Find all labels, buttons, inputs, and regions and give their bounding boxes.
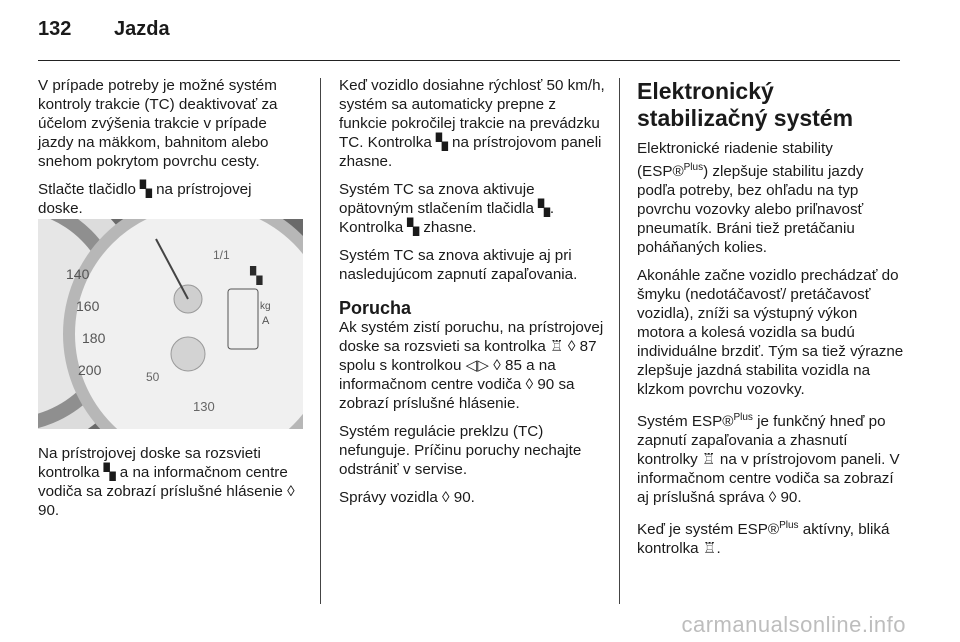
speed-label: 180 xyxy=(82,330,106,346)
reference-icon: ◊ xyxy=(287,483,295,500)
traction-control-icon: ▚ xyxy=(538,200,550,217)
paragraph-esp-ignition xyxy=(637,408,905,507)
gauge-label: A xyxy=(262,315,270,327)
text: zhasne. xyxy=(423,219,477,236)
text: a na informačnom centre vodiča sa zobrazí príslušné hlásenie xyxy=(38,464,288,500)
column-1 xyxy=(38,76,300,227)
text: na prístrojovom paneli zhasne. xyxy=(339,134,602,170)
paragraph-reactivate xyxy=(339,180,605,237)
superscript: Plus xyxy=(779,520,799,532)
text: 90. xyxy=(38,502,60,519)
reference-icon: ◊ xyxy=(768,489,777,507)
reference-icon: ◊ xyxy=(567,338,576,355)
text: Keď vozidlo dosiahne rýchlosť 50 km/h, systém sa automaticky prepne z funkcie pokročilej trakcie na prevádzku TC. Kontrolka xyxy=(339,77,605,151)
chapter-title: Jazda xyxy=(114,18,170,40)
traction-control-icon: ▚ xyxy=(436,134,448,151)
text: Systém TC sa znova aktivuje opätovným stlačením tlačidla xyxy=(339,181,535,217)
text: . xyxy=(549,200,555,217)
reference-icon: ◊ xyxy=(442,489,450,506)
text: Systém ESP® xyxy=(637,413,734,431)
text: Na prístrojovej doske sa rozsvieti kontrolka xyxy=(38,445,261,481)
text: 90. xyxy=(780,489,802,507)
traction-control-icon: ▚ xyxy=(407,219,420,236)
column-1-bottom xyxy=(38,444,300,529)
column-2 xyxy=(339,76,605,516)
traction-control-icon: ▚ xyxy=(103,464,116,481)
paragraph-press-button xyxy=(38,180,300,218)
esp-icon: ♖ xyxy=(702,540,717,558)
page-number: 132 xyxy=(38,18,72,40)
page-header xyxy=(38,18,170,41)
reference-icon: ◊ xyxy=(493,357,501,374)
text: aktívny, bliká kontrolka xyxy=(637,521,890,558)
traction-control-icon: ▚ xyxy=(140,181,152,198)
paragraph-ignition: Systém TC sa znova aktivuje aj pri nasledujúcom zapnutí zapaľovania. xyxy=(339,247,578,283)
paragraph-esp-intro xyxy=(637,139,905,257)
text: Stlačte tlačidlo xyxy=(38,181,136,198)
gauge-label: 130 xyxy=(193,399,215,414)
text: je funkčný hneď po zapnutí zapaľovania a zhasnutí kontrolky xyxy=(637,413,886,469)
text: Ak systém zistí poruchu, na prístrojovej doske sa rozsvieti sa kontrolka xyxy=(339,319,604,355)
text: ) zlepšuje stabilitu jazdy podľa potreby, bez ohľadu na typ povrchu vozovky alebo priľnavosť pneumatík. Bráni tiež pretáčaniu poháňaných kolies. xyxy=(637,163,864,257)
text: na prístrojovej doske. xyxy=(38,181,252,217)
gauge-label: 50 xyxy=(146,370,160,384)
paragraph-tc-intro: V prípade potreby je možné systém kontroly trakcie (TC) deaktivovať za účelom zvýšenia trakcie v prípade jazdy na mäkkom, bahnitom alebo snehom pokrytom povrchu cesty. xyxy=(38,77,278,170)
speed-label: 140 xyxy=(66,266,90,282)
paragraph-lamp-on xyxy=(38,444,300,520)
paragraph-messages xyxy=(339,488,605,507)
paragraph-speed-switch xyxy=(339,76,605,171)
reference-icon: ◊ xyxy=(525,376,534,393)
text: . xyxy=(716,540,721,558)
text: 87 spolu s kontrolkou xyxy=(339,338,597,374)
column-3 xyxy=(637,78,905,567)
superscript: Plus xyxy=(733,412,753,424)
paragraph-esp-active xyxy=(637,516,905,558)
column-divider-1 xyxy=(320,78,321,604)
watermark: carmanualsonline.info xyxy=(681,612,906,637)
text: na v prístrojovom paneli. V informačnom centre vodiča sa zobrazí aj príslušná správa xyxy=(637,451,900,507)
speed-label: 200 xyxy=(78,362,102,378)
paragraph-fault xyxy=(339,318,605,413)
text: 90. xyxy=(453,489,475,506)
paragraph-skid: Akonáhle začne vozidlo prechádzať do šmyku (nedotáčavosť/ pretáčavosť vozidla), zníži sa výstupný výkon motora a kolesá vozidla sa budú individuálne brzdiť. Tým sa tiež výrazne zlepšuje jazdná stabilita vozidla na klzkom povrchu vozovky. xyxy=(637,267,904,399)
text: 90 sa zobrazí príslušné hlásenie. xyxy=(339,376,575,412)
traction-control-icon: ▚ xyxy=(250,266,263,285)
text: 85 a na informačnom centre vodiča xyxy=(339,357,556,393)
superscript: Plus xyxy=(683,162,704,173)
speed-label: 160 xyxy=(76,298,100,314)
abs-icon: ◁▷ xyxy=(465,357,490,374)
column-divider-2 xyxy=(619,78,620,604)
text: Keď je systém ESP® xyxy=(637,521,780,539)
instrument-cluster-photo xyxy=(38,219,303,429)
instrument-cluster-illustration xyxy=(38,219,303,429)
esp-icon: ♖ xyxy=(550,338,564,355)
text: Elektronické riadenie stability (ESP® xyxy=(637,140,833,181)
text: Kontrolka xyxy=(339,219,404,236)
esp-icon: ♖ xyxy=(702,451,716,469)
paragraph-service: Systém regulácie preklzu (TC) nefunguje. Príčinu poruchy nechajte odstrániť v servise. xyxy=(339,423,582,478)
section-title-esp: Elektronický stabilizačný systém xyxy=(637,78,854,131)
text: Správy vozidla xyxy=(339,489,438,506)
gauge-label: kg xyxy=(260,301,271,312)
gauge-label: 1/1 xyxy=(213,248,230,262)
section-heading-fault: Porucha xyxy=(339,298,412,318)
header-rule xyxy=(38,60,900,61)
